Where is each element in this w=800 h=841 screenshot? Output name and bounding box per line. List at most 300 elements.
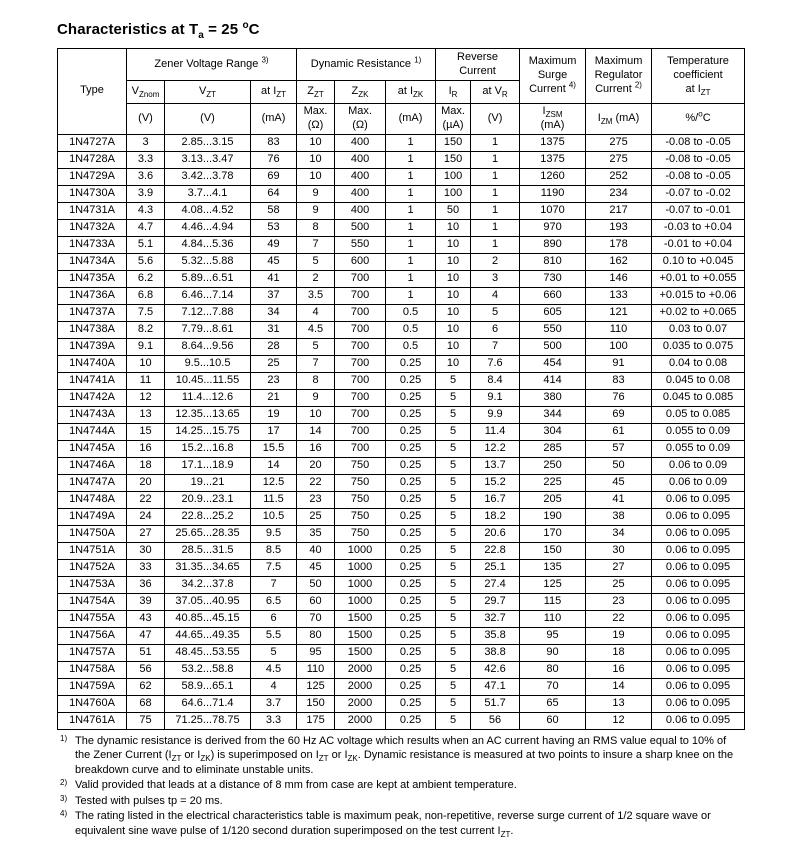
cell-v-znom: 3	[127, 134, 165, 151]
cell-z-zt-max: 23	[297, 491, 335, 508]
cell-temp-coeff: +0.01 to +0.055	[652, 270, 745, 287]
cell-i-r-max: 100	[436, 185, 471, 202]
cell-v-zt-range: 3.42...3.78	[165, 168, 251, 185]
cell-at-izt: 15.5	[251, 440, 297, 457]
cell-at-izt: 49	[251, 236, 297, 253]
cell-v-zt-range: 7.79...8.61	[165, 321, 251, 338]
cell-v-znom: 30	[127, 542, 165, 559]
cell-at-izk: 0.25	[386, 644, 436, 661]
cell-at-vr: 20.6	[471, 525, 520, 542]
cell-v-zt-range: 22.8...25.2	[165, 508, 251, 525]
cell-z-zk-max: 2000	[335, 661, 386, 678]
cell-i-zm: 50	[586, 457, 652, 474]
cell-v-znom: 20	[127, 474, 165, 491]
cell-z-zk-max: 1500	[335, 627, 386, 644]
cell-i-r-max: 10	[436, 219, 471, 236]
cell-z-zt-max: 8	[297, 372, 335, 389]
cell-v-znom: 16	[127, 440, 165, 457]
footnote-1-text: The dynamic resistance is derived from the 60 Hz AC voltage which results when an AC current having an RMS value equal to 10% of the Zener Current ($I_{ZT}$ or $I_{ZK}$) is superimposed on $I_{ZT}$ or $I_{ZK}$. Dynamic resistance is measured at two points to insure a sharp knee on the breakdown curve and to eliminate unstable units.	[75, 734, 734, 776]
cell-v-zt-range: 4.84...5.36	[165, 236, 251, 253]
cell-v-znom: 62	[127, 678, 165, 695]
cell-z-zk-max: 750	[335, 525, 386, 542]
header-at-izt: at $I_{ZT}$	[251, 81, 297, 104]
cell-type: 1N4752A	[58, 559, 127, 576]
cell-i-r-max: 150	[436, 134, 471, 151]
cell-v-znom: 68	[127, 695, 165, 712]
cell-v-znom: 15	[127, 423, 165, 440]
cell-i-r-max: 5	[436, 712, 471, 729]
cell-temp-coeff: 0.10 to +0.045	[652, 253, 745, 270]
header-zener-voltage-range: Zener Voltage Range $^{3)}$	[127, 49, 297, 81]
cell-z-zk-max: 2000	[335, 695, 386, 712]
cell-i-zm: 45	[586, 474, 652, 491]
cell-i-r-max: 5	[436, 474, 471, 491]
table-row	[58, 236, 745, 253]
cell-at-vr: 1	[471, 202, 520, 219]
cell-i-zsm: 970	[520, 219, 586, 236]
cell-type: 1N4738A	[58, 321, 127, 338]
cell-i-zm: 252	[586, 168, 652, 185]
cell-i-r-max: 5	[436, 610, 471, 627]
cell-at-izk: 0.25	[386, 355, 436, 372]
cell-type: 1N4759A	[58, 678, 127, 695]
table-row	[58, 695, 745, 712]
cell-v-znom: 43	[127, 610, 165, 627]
cell-i-zm: 61	[586, 423, 652, 440]
cell-z-zt-max: 125	[297, 678, 335, 695]
table-row	[58, 508, 745, 525]
cell-at-izt: 37	[251, 287, 297, 304]
unit-i-r: Max. (µA)	[436, 104, 471, 135]
cell-type: 1N4727A	[58, 134, 127, 151]
cell-at-izt: 31	[251, 321, 297, 338]
cell-v-znom: 3.9	[127, 185, 165, 202]
cell-z-zt-max: 60	[297, 593, 335, 610]
cell-v-znom: 36	[127, 576, 165, 593]
table-row	[58, 202, 745, 219]
cell-i-r-max: 5	[436, 423, 471, 440]
cell-z-zk-max: 700	[335, 355, 386, 372]
cell-i-zm: 83	[586, 372, 652, 389]
table-row	[58, 168, 745, 185]
cell-v-zt-range: 58.9...65.1	[165, 678, 251, 695]
table-row	[58, 185, 745, 202]
cell-type: 1N4728A	[58, 151, 127, 168]
cell-i-zsm: 1260	[520, 168, 586, 185]
cell-type: 1N4756A	[58, 627, 127, 644]
cell-at-vr: 9.1	[471, 389, 520, 406]
table-row	[58, 491, 745, 508]
cell-i-zsm: 205	[520, 491, 586, 508]
table-row	[58, 661, 745, 678]
cell-at-izk: 1	[386, 253, 436, 270]
cell-z-zt-max: 175	[297, 712, 335, 729]
cell-at-izk: 1	[386, 134, 436, 151]
cell-i-zm: 38	[586, 508, 652, 525]
cell-i-zm: 100	[586, 338, 652, 355]
cell-temp-coeff: 0.06 to 0.095	[652, 576, 745, 593]
cell-temp-coeff: 0.045 to 0.08	[652, 372, 745, 389]
cell-i-r-max: 5	[436, 491, 471, 508]
cell-at-izt: 19	[251, 406, 297, 423]
cell-i-zsm: 80	[520, 661, 586, 678]
cell-v-znom: 75	[127, 712, 165, 729]
cell-z-zk-max: 1500	[335, 644, 386, 661]
cell-i-zsm: 605	[520, 304, 586, 321]
cell-i-zm: 91	[586, 355, 652, 372]
cell-at-izt: 41	[251, 270, 297, 287]
cell-v-zt-range: 15.2...16.8	[165, 440, 251, 457]
header-z-zt: $Z_{ZT}$	[297, 81, 335, 104]
table-row	[58, 610, 745, 627]
table-row	[58, 593, 745, 610]
cell-z-zt-max: 9	[297, 202, 335, 219]
cell-at-vr: 25.1	[471, 559, 520, 576]
header-at-izk: at $I_{ZK}$	[386, 81, 436, 104]
cell-at-vr: 47.1	[471, 678, 520, 695]
cell-type: 1N4735A	[58, 270, 127, 287]
cell-temp-coeff: -0.08 to -0.05	[652, 168, 745, 185]
cell-at-izk: 0.25	[386, 610, 436, 627]
cell-i-r-max: 5	[436, 440, 471, 457]
cell-i-r-max: 5	[436, 695, 471, 712]
cell-at-izk: 0.5	[386, 321, 436, 338]
table-row	[58, 219, 745, 236]
footnote-2-text: Valid provided that leads at a distance of 8 mm from case are kept at ambient temperature.	[75, 779, 517, 792]
footnote-4-text: The rating listed in the electrical characteristics table is maximum peak, non-repetitive, reverse surge current of 1/2 square wave or equivalent sine wave pulse of 1/120 second duration superimposed on the test current $I_{ZT}$.	[75, 810, 711, 839]
cell-at-izt: 76	[251, 151, 297, 168]
cell-i-r-max: 5	[436, 542, 471, 559]
cell-i-zm: 12	[586, 712, 652, 729]
cell-type: 1N4749A	[58, 508, 127, 525]
cell-z-zk-max: 700	[335, 389, 386, 406]
unit-temp-coeff: %/$^o$C	[652, 104, 745, 135]
cell-type: 1N4734A	[58, 253, 127, 270]
cell-i-zm: 18	[586, 644, 652, 661]
cell-z-zt-max: 9	[297, 185, 335, 202]
cell-z-zk-max: 400	[335, 185, 386, 202]
table-row	[58, 151, 745, 168]
cell-at-vr: 1	[471, 151, 520, 168]
unit-at-vr: (V)	[471, 104, 520, 135]
cell-temp-coeff: 0.055 to 0.09	[652, 440, 745, 457]
cell-at-izk: 0.5	[386, 304, 436, 321]
cell-i-zm: 30	[586, 542, 652, 559]
cell-v-znom: 12	[127, 389, 165, 406]
cell-temp-coeff: 0.06 to 0.095	[652, 491, 745, 508]
cell-z-zt-max: 45	[297, 559, 335, 576]
table-row	[58, 270, 745, 287]
cell-temp-coeff: 0.05 to 0.085	[652, 406, 745, 423]
cell-temp-coeff: 0.06 to 0.09	[652, 457, 745, 474]
cell-i-zsm: 90	[520, 644, 586, 661]
cell-temp-coeff: 0.06 to 0.095	[652, 593, 745, 610]
cell-at-izk: 0.25	[386, 372, 436, 389]
cell-at-vr: 29.7	[471, 593, 520, 610]
cell-at-izk: 0.25	[386, 389, 436, 406]
cell-temp-coeff: 0.06 to 0.095	[652, 559, 745, 576]
cell-temp-coeff: -0.08 to -0.05	[652, 151, 745, 168]
cell-z-zk-max: 550	[335, 236, 386, 253]
cell-v-znom: 18	[127, 457, 165, 474]
cell-i-r-max: 5	[436, 372, 471, 389]
cell-at-izk: 1	[386, 168, 436, 185]
cell-v-znom: 39	[127, 593, 165, 610]
cell-type: 1N4748A	[58, 491, 127, 508]
cell-v-zt-range: 12.35...13.65	[165, 406, 251, 423]
cell-at-vr: 7.6	[471, 355, 520, 372]
cell-z-zt-max: 7	[297, 355, 335, 372]
cell-temp-coeff: 0.055 to 0.09	[652, 423, 745, 440]
cell-i-zm: 27	[586, 559, 652, 576]
cell-at-izk: 0.25	[386, 423, 436, 440]
cell-z-zk-max: 600	[335, 253, 386, 270]
cell-v-zt-range: 5.89...6.51	[165, 270, 251, 287]
cell-i-r-max: 5	[436, 661, 471, 678]
cell-z-zt-max: 5	[297, 253, 335, 270]
cell-at-vr: 1	[471, 168, 520, 185]
cell-temp-coeff: 0.06 to 0.09	[652, 474, 745, 491]
cell-i-zsm: 810	[520, 253, 586, 270]
cell-i-zsm: 65	[520, 695, 586, 712]
cell-at-izt: 10.5	[251, 508, 297, 525]
cell-i-zsm: 550	[520, 321, 586, 338]
cell-type: 1N4731A	[58, 202, 127, 219]
cell-v-znom: 4.7	[127, 219, 165, 236]
cell-i-r-max: 5	[436, 559, 471, 576]
cell-i-zm: 217	[586, 202, 652, 219]
cell-v-zt-range: 31.35...34.65	[165, 559, 251, 576]
cell-i-zsm: 890	[520, 236, 586, 253]
cell-temp-coeff: 0.06 to 0.095	[652, 695, 745, 712]
cell-type: 1N4737A	[58, 304, 127, 321]
table-row	[58, 542, 745, 559]
cell-i-zm: 121	[586, 304, 652, 321]
cell-type: 1N4757A	[58, 644, 127, 661]
cell-v-zt-range: 37.05...40.95	[165, 593, 251, 610]
cell-type: 1N4761A	[58, 712, 127, 729]
cell-at-izk: 1	[386, 287, 436, 304]
cell-z-zt-max: 2	[297, 270, 335, 287]
cell-at-izt: 34	[251, 304, 297, 321]
cell-temp-coeff: 0.06 to 0.095	[652, 678, 745, 695]
cell-z-zk-max: 700	[335, 423, 386, 440]
cell-i-zm: 193	[586, 219, 652, 236]
cell-v-znom: 8.2	[127, 321, 165, 338]
cell-i-r-max: 5	[436, 406, 471, 423]
cell-temp-coeff: 0.06 to 0.095	[652, 542, 745, 559]
cell-temp-coeff: 0.06 to 0.095	[652, 610, 745, 627]
cell-v-znom: 56	[127, 661, 165, 678]
cell-z-zt-max: 80	[297, 627, 335, 644]
cell-i-r-max: 5	[436, 627, 471, 644]
cell-v-zt-range: 34.2...37.8	[165, 576, 251, 593]
footnote-1-marker: 1)	[60, 733, 68, 743]
cell-z-zt-max: 7	[297, 236, 335, 253]
cell-temp-coeff: 0.035 to 0.075	[652, 338, 745, 355]
cell-v-zt-range: 25.65...28.35	[165, 525, 251, 542]
cell-z-zt-max: 40	[297, 542, 335, 559]
cell-at-vr: 16.7	[471, 491, 520, 508]
header-max-regulator-current: Maximum Regulator Current $^{2)}$	[586, 49, 652, 104]
cell-at-izk: 0.25	[386, 406, 436, 423]
cell-type: 1N4760A	[58, 695, 127, 712]
cell-z-zk-max: 1500	[335, 610, 386, 627]
cell-i-zsm: 660	[520, 287, 586, 304]
cell-i-zsm: 1190	[520, 185, 586, 202]
table-row	[58, 134, 745, 151]
cell-v-znom: 6.2	[127, 270, 165, 287]
table-row	[58, 372, 745, 389]
header-v-zt: $V_{ZT}$	[165, 81, 251, 104]
cell-z-zt-max: 20	[297, 457, 335, 474]
footnote-3-text: Tested with pulses tp = 20 ms.	[75, 794, 223, 807]
cell-i-zm: 16	[586, 661, 652, 678]
cell-i-zm: 19	[586, 627, 652, 644]
table-row	[58, 559, 745, 576]
cell-at-vr: 8.4	[471, 372, 520, 389]
cell-at-izk: 1	[386, 270, 436, 287]
cell-v-zt-range: 44.65...49.35	[165, 627, 251, 644]
cell-i-r-max: 5	[436, 593, 471, 610]
cell-at-izt: 3.3	[251, 712, 297, 729]
cell-z-zk-max: 700	[335, 372, 386, 389]
cell-v-znom: 3.3	[127, 151, 165, 168]
cell-i-zm: 162	[586, 253, 652, 270]
cell-type: 1N4739A	[58, 338, 127, 355]
cell-at-vr: 1	[471, 185, 520, 202]
cell-at-izk: 0.25	[386, 559, 436, 576]
cell-at-izt: 6.5	[251, 593, 297, 610]
footnote-1	[57, 734, 744, 778]
cell-v-znom: 13	[127, 406, 165, 423]
cell-z-zk-max: 700	[335, 440, 386, 457]
cell-at-izk: 1	[386, 219, 436, 236]
cell-v-znom: 51	[127, 644, 165, 661]
cell-i-zsm: 730	[520, 270, 586, 287]
cell-at-vr: 11.4	[471, 423, 520, 440]
cell-i-r-max: 10	[436, 355, 471, 372]
cell-z-zt-max: 8	[297, 219, 335, 236]
cell-at-izk: 0.25	[386, 440, 436, 457]
cell-v-znom: 11	[127, 372, 165, 389]
cell-v-zt-range: 3.13...3.47	[165, 151, 251, 168]
cell-i-r-max: 10	[436, 338, 471, 355]
cell-i-zm: 69	[586, 406, 652, 423]
cell-at-izk: 0.25	[386, 491, 436, 508]
footnote-4-marker: 4)	[60, 809, 68, 819]
cell-i-zm: 178	[586, 236, 652, 253]
cell-i-zm: 14	[586, 678, 652, 695]
cell-temp-coeff: 0.06 to 0.095	[652, 525, 745, 542]
cell-at-izt: 4.5	[251, 661, 297, 678]
cell-type: 1N4758A	[58, 661, 127, 678]
cell-temp-coeff: -0.07 to -0.02	[652, 185, 745, 202]
cell-at-izt: 69	[251, 168, 297, 185]
cell-z-zt-max: 4.5	[297, 321, 335, 338]
cell-z-zk-max: 2000	[335, 712, 386, 729]
table-row	[58, 457, 745, 474]
cell-at-izt: 8.5	[251, 542, 297, 559]
cell-v-znom: 47	[127, 627, 165, 644]
cell-i-r-max: 5	[436, 389, 471, 406]
cell-at-vr: 13.7	[471, 457, 520, 474]
cell-v-zt-range: 28.5...31.5	[165, 542, 251, 559]
cell-type: 1N4753A	[58, 576, 127, 593]
cell-i-zm: 25	[586, 576, 652, 593]
table-row	[58, 576, 745, 593]
cell-at-vr: 38.8	[471, 644, 520, 661]
header-dynamic-resistance: Dynamic Resistance $^{1)}$	[297, 49, 436, 81]
cell-i-zsm: 60	[520, 712, 586, 729]
unit-v-zt: (V)	[165, 104, 251, 135]
header-z-zk: $Z_{ZK}$	[335, 81, 386, 104]
table-row	[58, 304, 745, 321]
cell-i-r-max: 10	[436, 321, 471, 338]
cell-z-zt-max: 25	[297, 508, 335, 525]
cell-v-zt-range: 2.85...3.15	[165, 134, 251, 151]
cell-at-izt: 4	[251, 678, 297, 695]
cell-at-vr: 56	[471, 712, 520, 729]
table-header	[58, 49, 745, 135]
cell-z-zk-max: 1000	[335, 576, 386, 593]
cell-z-zk-max: 700	[335, 270, 386, 287]
page-title: Characteristics at $T_a = 25$ $^o$C	[57, 20, 260, 41]
cell-type: 1N4730A	[58, 185, 127, 202]
header-v-znom: $V_{Znom}$	[127, 81, 165, 104]
cell-at-izt: 14	[251, 457, 297, 474]
cell-type: 1N4736A	[58, 287, 127, 304]
cell-v-znom: 5.6	[127, 253, 165, 270]
cell-i-r-max: 5	[436, 457, 471, 474]
cell-i-zm: 275	[586, 134, 652, 151]
cell-at-izt: 17	[251, 423, 297, 440]
cell-i-r-max: 50	[436, 202, 471, 219]
header-temperature-coefficient: Temperature coefficient at $I_{ZT}$	[652, 49, 745, 104]
cell-z-zk-max: 700	[335, 321, 386, 338]
cell-at-vr: 1	[471, 134, 520, 151]
cell-v-znom: 7.5	[127, 304, 165, 321]
cell-i-zsm: 70	[520, 678, 586, 695]
cell-at-izk: 0.25	[386, 474, 436, 491]
cell-i-zsm: 250	[520, 457, 586, 474]
cell-i-zsm: 1375	[520, 151, 586, 168]
cell-z-zk-max: 400	[335, 202, 386, 219]
cell-v-zt-range: 53.2...58.8	[165, 661, 251, 678]
cell-z-zt-max: 5	[297, 338, 335, 355]
unit-at-izk: (mA)	[386, 104, 436, 135]
cell-at-izt: 6	[251, 610, 297, 627]
cell-z-zk-max: 400	[335, 151, 386, 168]
cell-at-izt: 53	[251, 219, 297, 236]
cell-at-izk: 0.25	[386, 661, 436, 678]
cell-v-znom: 33	[127, 559, 165, 576]
cell-z-zt-max: 9	[297, 389, 335, 406]
cell-i-zsm: 1375	[520, 134, 586, 151]
cell-temp-coeff: 0.045 to 0.085	[652, 389, 745, 406]
cell-at-izk: 0.25	[386, 695, 436, 712]
cell-at-izt: 3.7	[251, 695, 297, 712]
cell-at-vr: 35.8	[471, 627, 520, 644]
cell-i-zsm: 304	[520, 423, 586, 440]
cell-z-zk-max: 700	[335, 304, 386, 321]
cell-at-izk: 0.25	[386, 542, 436, 559]
cell-at-izk: 0.25	[386, 525, 436, 542]
cell-v-zt-range: 10.45...11.55	[165, 372, 251, 389]
unit-z-zk: Max. (Ω)	[335, 104, 386, 135]
cell-at-vr: 5	[471, 304, 520, 321]
cell-i-zsm: 150	[520, 542, 586, 559]
